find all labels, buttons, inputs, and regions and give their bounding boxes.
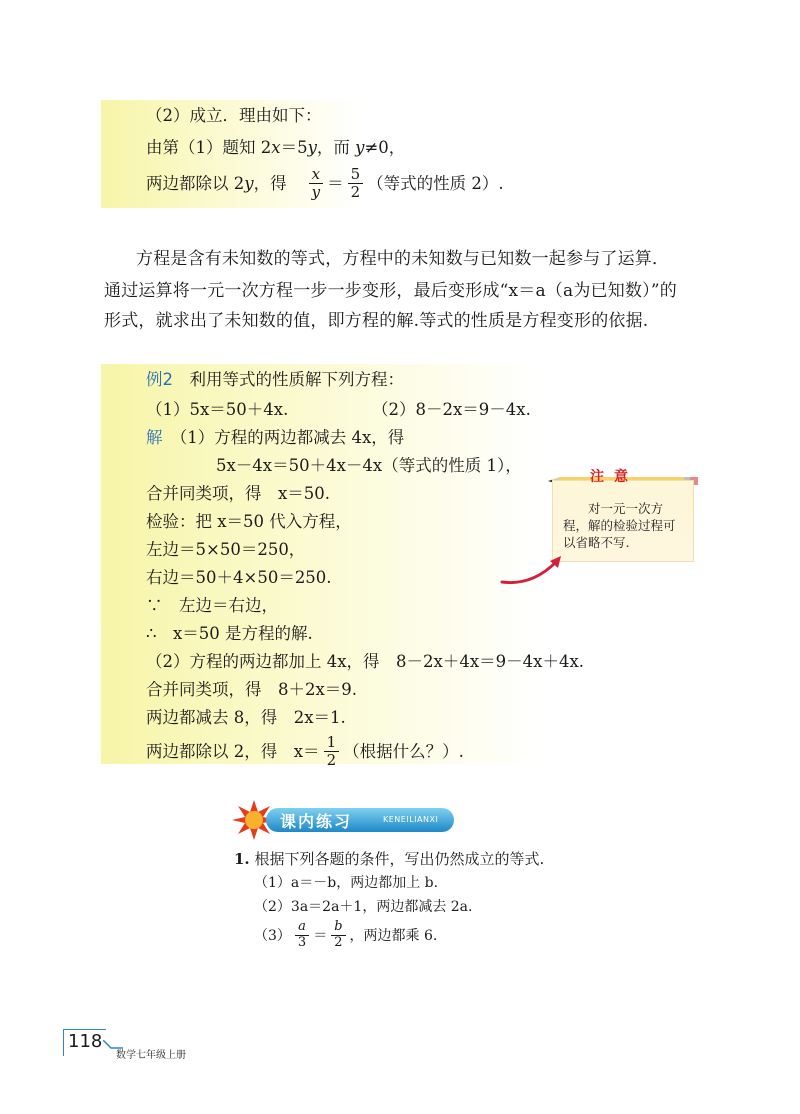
solution-line-1 (146, 430, 404, 447)
paragraph-line-3: 形式，就求出了未知数的值，即方程的解.等式的性质是方程变形的依据. (104, 311, 649, 331)
fraction-a-over-3 (295, 920, 309, 951)
example-title-line (146, 372, 404, 389)
solution-line-6: 右边＝50＋4×50＝250. (146, 568, 332, 587)
text: ＝5 (280, 138, 308, 157)
text: （1）方程的两边都减去 4x，得 (179, 428, 405, 447)
page-number: 118 (68, 1031, 103, 1052)
text: ，两边都乘 6. (349, 928, 438, 945)
denominator: 2 (350, 183, 361, 202)
solution-line-9: （2）方程的两边都加上 4x，得 8－2x＋4x＝9－4x＋4x. (146, 652, 584, 671)
numerator: 1 (324, 734, 340, 752)
numerator: b (331, 920, 345, 936)
book-title: 数学七年级上册 (116, 1050, 186, 1061)
text: 两边都除以 2 (146, 173, 245, 193)
text: （等式的性质 2）. (367, 173, 504, 193)
solution-line-2: 5x－4x＝50＋4x－4x（等式的性质 1）， (216, 456, 522, 475)
solution-label: 解 (146, 428, 163, 447)
example-title: 利用等式的性质解下列方程： (189, 370, 404, 389)
solution-line-4: 检验：把 x＝50 代入方程， (146, 512, 352, 531)
top-line-2 (146, 140, 405, 157)
fraction-1-over-2 (324, 734, 340, 770)
note-text: 对一元一次方程，解的检验过程可以省略不写. (563, 501, 676, 550)
text: ，得 (253, 173, 287, 193)
solution-line-11: 两边都减去 8，得 2x＝1. (146, 708, 346, 727)
var: y (244, 173, 254, 193)
text: （3） (254, 928, 291, 945)
paragraph-line-2: 通过运算将一元一次方程一步一步变形，最后变形成“x＝a（a为已知数）”的 (104, 281, 677, 301)
solution-line-10: 合并同类项，得 8＋2x＝9. (146, 680, 358, 699)
paragraph-line-1: 方程是含有未知数的等式，方程中的未知数与已知数一起参与了运算． (136, 249, 670, 269)
curved-arrow-icon (498, 550, 568, 590)
denominator: 3 (297, 934, 307, 950)
fraction-5-over-2 (348, 166, 364, 202)
solution-line-3: 合并同类项，得 x＝50. (146, 484, 331, 503)
top-line-3 (146, 166, 504, 202)
equals: ＝ (327, 173, 344, 193)
item-text: 根据下列各题的条件，写出仍然成立的等式. (254, 850, 545, 868)
text: 由第（1）题知 2 (146, 138, 272, 157)
note-title: 注意 (590, 469, 638, 485)
var: y (355, 138, 365, 157)
exercise-sub-3 (254, 920, 437, 951)
denominator: 2 (334, 934, 343, 950)
fraction-x-over-y (309, 166, 323, 202)
text: ≠0， (364, 138, 406, 157)
exercise-sub-2: （2）3a＝2a＋1，两边都减去 2a. (254, 899, 473, 915)
item-number: 1. (234, 850, 250, 868)
solution-line-7: ∵ 左边＝右边， (146, 596, 278, 615)
example-q1: （1）5x＝50＋4x. (146, 400, 289, 419)
fraction-b-over-2 (331, 920, 345, 951)
denominator: 2 (326, 751, 337, 770)
numerator: x (309, 166, 323, 184)
practice-banner-subtitle: KENEILIANXI (383, 815, 439, 824)
var: y (307, 138, 317, 157)
example-q2: （2）8－2x＝9－4x. (372, 400, 531, 419)
numerator: 5 (348, 166, 364, 184)
top-line-1: （2）成立．理由如下： (146, 106, 322, 125)
solution-line-12 (146, 734, 464, 770)
solution-line-5: 左边＝5×50＝250， (146, 540, 306, 559)
example-label: 例2 (146, 370, 173, 389)
denominator: y (311, 183, 321, 202)
equals: ＝ (313, 928, 328, 945)
highlight-bar-example (101, 364, 541, 764)
text: （根据什么？）. (343, 741, 464, 761)
text: ，而 (316, 138, 356, 157)
numerator: a (295, 920, 309, 936)
var: x (271, 138, 281, 157)
text: 两边都除以 2，得 x＝ (146, 741, 320, 761)
solution-line-8: ∴ x＝50 是方程的解. (146, 624, 313, 643)
practice-banner-title: 课内练习 (280, 812, 353, 831)
exercise-sub-1: （1）a＝－b，两边都加上 b. (254, 875, 439, 891)
exercise-item-1 (234, 848, 544, 869)
